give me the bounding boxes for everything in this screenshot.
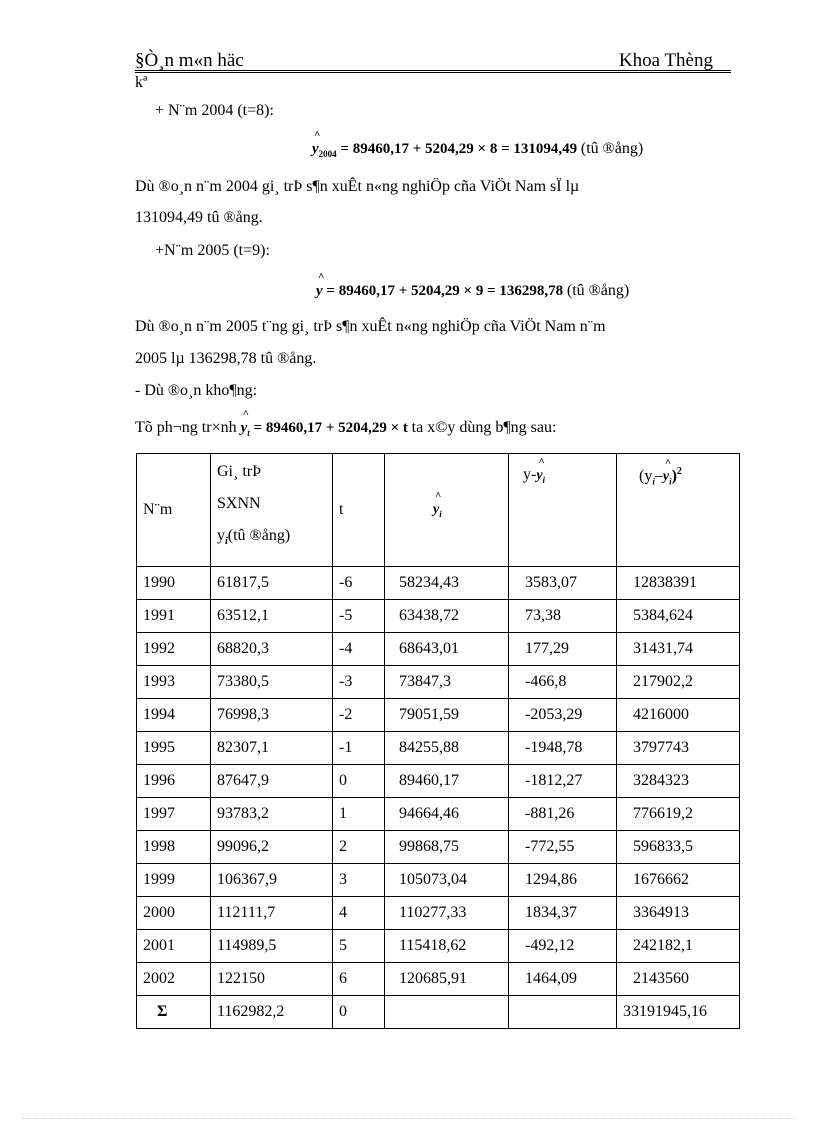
y-hat-symbol: ^ y bbox=[536, 468, 542, 484]
cell-squared: 217902,2 bbox=[617, 666, 740, 699]
table-intro-sub: t bbox=[247, 428, 250, 438]
cell-squared: 12838391 bbox=[617, 567, 740, 600]
y-hat-symbol: ^ y bbox=[312, 141, 319, 158]
cell-squared: 3364913 bbox=[617, 897, 740, 930]
cell-value: 106367,9 bbox=[211, 864, 333, 897]
header-faculty: Khoa Thèng bbox=[618, 50, 713, 71]
year-2005-text-1: Dù ®o¸n n¨m 2005 t¨ng gi¸ trÞ s¶n xuÊt n«ng nghiÖp cña ViÖt Nam n¨m bbox=[135, 318, 606, 335]
table-intro-after: ta x©y dùng b¶ng sau: bbox=[411, 419, 557, 436]
cell-year: 1998 bbox=[137, 831, 211, 864]
cell-year: 2000 bbox=[137, 897, 211, 930]
cell-squared: 31431,74 bbox=[617, 633, 740, 666]
interval-label: - Dù ®o¸n kho¶ng: bbox=[135, 382, 258, 399]
cell-value: 99096,2 bbox=[211, 831, 333, 864]
cell-t: 0 bbox=[333, 765, 385, 798]
cell-yhat: 105073,04 bbox=[385, 864, 509, 897]
cell-year: 1997 bbox=[137, 798, 211, 831]
header-t: t bbox=[333, 454, 385, 567]
cell-squared: 4216000 bbox=[617, 699, 740, 732]
total-residual bbox=[509, 996, 617, 1029]
table-row bbox=[137, 864, 740, 897]
header-y: y bbox=[217, 527, 225, 544]
cell-value: 82307,1 bbox=[211, 732, 333, 765]
table-row bbox=[137, 666, 740, 699]
cell-yhat: 68643,01 bbox=[385, 633, 509, 666]
header-unit: (tû ®ång) bbox=[227, 527, 291, 544]
header-sq-open: (y bbox=[639, 467, 653, 485]
table-row bbox=[137, 798, 740, 831]
cell-t: 5 bbox=[333, 930, 385, 963]
formula-2004-sub: 2004 bbox=[318, 149, 337, 159]
header-residual-sub: i bbox=[542, 475, 546, 486]
formula-2004 bbox=[312, 140, 643, 159]
cell-t: 6 bbox=[333, 963, 385, 996]
cell-value: 76998,3 bbox=[211, 699, 333, 732]
table-intro-before: Tõ ph¬ng tr×nh bbox=[135, 419, 237, 436]
cell-residual: 73,38 bbox=[509, 600, 617, 633]
cell-t: 2 bbox=[333, 831, 385, 864]
table-row bbox=[137, 831, 740, 864]
header-y-sub: i bbox=[225, 536, 228, 548]
cell-t: -3 bbox=[333, 666, 385, 699]
cell-squared: 1676662 bbox=[617, 864, 740, 897]
cell-value: 122150 bbox=[211, 963, 333, 996]
cell-value: 93783,2 bbox=[211, 798, 333, 831]
page-header bbox=[135, 50, 731, 73]
year-2004-label: + N¨m 2004 (t=8): bbox=[155, 102, 274, 119]
cell-residual: 177,29 bbox=[509, 633, 617, 666]
total-yhat bbox=[385, 996, 509, 1029]
table-header-row bbox=[137, 454, 740, 567]
table-intro-formula bbox=[241, 420, 412, 436]
cell-yhat: 94664,46 bbox=[385, 798, 509, 831]
cell-squared: 3797743 bbox=[617, 732, 740, 765]
cell-t: -6 bbox=[333, 567, 385, 600]
cell-year: 1994 bbox=[137, 699, 211, 732]
cell-t: 4 bbox=[333, 897, 385, 930]
header-sq-minus: – bbox=[654, 467, 663, 485]
cell-t: 3 bbox=[333, 864, 385, 897]
cell-t: 1 bbox=[333, 798, 385, 831]
cell-year: 1996 bbox=[137, 765, 211, 798]
formula-2005-unit: (tû ®ång) bbox=[566, 282, 630, 299]
cell-residual: 1464,09 bbox=[509, 963, 617, 996]
year-2005-text-2: 2005 lµ 136298,78 tû ®ång. bbox=[135, 350, 317, 367]
page-bottom-border bbox=[22, 1118, 794, 1119]
cell-value: 63512,1 bbox=[211, 600, 333, 633]
table-row bbox=[137, 930, 740, 963]
cell-year: 1990 bbox=[137, 567, 211, 600]
cell-residual: -2053,29 bbox=[509, 699, 617, 732]
header-sq-sub: i bbox=[652, 476, 655, 487]
cell-squared: 3284323 bbox=[617, 765, 740, 798]
cell-yhat: 99868,75 bbox=[385, 831, 509, 864]
cell-yhat: 58234,43 bbox=[385, 567, 509, 600]
y-hat-symbol: ^ y bbox=[663, 469, 669, 485]
cell-value: 114989,5 bbox=[211, 930, 333, 963]
cell-t: -2 bbox=[333, 699, 385, 732]
cell-residual: -492,12 bbox=[509, 930, 617, 963]
cell-value: 68820,3 bbox=[211, 633, 333, 666]
cell-t: -5 bbox=[333, 600, 385, 633]
cell-yhat: 73847,3 bbox=[385, 666, 509, 699]
cell-residual: -1812,27 bbox=[509, 765, 617, 798]
total-squared: 33191945,16 bbox=[617, 996, 740, 1029]
table-row bbox=[137, 765, 740, 798]
cell-yhat: 89460,17 bbox=[385, 765, 509, 798]
formula-2004-unit: (tû ®ång) bbox=[580, 140, 644, 157]
table-total-row bbox=[137, 996, 740, 1029]
cell-year: 1992 bbox=[137, 633, 211, 666]
year-2004-text-2: 131094,49 tû ®ång. bbox=[135, 209, 263, 226]
header-sq-close: ) bbox=[671, 467, 677, 485]
cell-residual: 1294,86 bbox=[509, 864, 617, 897]
y-hat-symbol: ^ y bbox=[433, 502, 439, 518]
table-intro bbox=[135, 419, 556, 438]
total-t: 0 bbox=[333, 996, 385, 1029]
cell-year: 1993 bbox=[137, 666, 211, 699]
formula-2005 bbox=[316, 282, 629, 300]
cell-yhat: 79051,59 bbox=[385, 699, 509, 732]
cell-value: 73380,5 bbox=[211, 666, 333, 699]
cell-yhat: 84255,88 bbox=[385, 732, 509, 765]
header-subject: §Ò¸n m«n häc bbox=[135, 50, 244, 71]
cell-residual: 1834,37 bbox=[509, 897, 617, 930]
cell-residual: 3583,07 bbox=[509, 567, 617, 600]
table-row bbox=[137, 600, 740, 633]
table-row bbox=[137, 897, 740, 930]
header-yhat bbox=[385, 454, 509, 567]
cell-year: 1999 bbox=[137, 864, 211, 897]
cell-yhat: 110277,33 bbox=[385, 897, 509, 930]
header-value-line-3 bbox=[217, 520, 332, 558]
cell-yhat: 120685,91 bbox=[385, 963, 509, 996]
header-sq-sub-2: i bbox=[669, 476, 672, 487]
y-hat-symbol: ^ y bbox=[316, 283, 323, 300]
header-yhat-sub: i bbox=[439, 509, 442, 520]
table-row bbox=[137, 732, 740, 765]
formula-2005-body: = 89460,17 + 5204,29 × 9 = 136298,78 bbox=[322, 283, 564, 299]
cell-squared: 596833,5 bbox=[617, 831, 740, 864]
table-intro-formula-body: = 89460,17 + 5204,29 × t bbox=[249, 420, 408, 436]
cell-residual: -1948,78 bbox=[509, 732, 617, 765]
header-value-line-1: Gi¸ trÞ bbox=[217, 463, 261, 480]
intro-fragment: kª bbox=[135, 74, 148, 91]
cell-value: 112111,7 bbox=[211, 897, 333, 930]
header-residual bbox=[509, 454, 617, 567]
cell-residual: -881,26 bbox=[509, 798, 617, 831]
cell-t: -1 bbox=[333, 732, 385, 765]
cell-yhat: 115418,62 bbox=[385, 930, 509, 963]
header-year: N¨m bbox=[137, 454, 211, 567]
table-row bbox=[137, 633, 740, 666]
year-2005-label: +N¨m 2005 (t=9): bbox=[155, 242, 270, 259]
year-2004-text-1: Dù ®o¸n n¨m 2004 gi¸ trÞ s¶n xuÊt n«ng nghiÖp cña ViÖt Nam sÏ lµ bbox=[135, 178, 580, 195]
forecast-table bbox=[136, 453, 740, 1029]
cell-year: 1991 bbox=[137, 600, 211, 633]
formula-2004-body: = 89460,17 + 5204,29 × 8 = 131094,49 bbox=[336, 141, 578, 157]
total-symbol: Σ bbox=[137, 996, 211, 1029]
cell-squared: 5384,624 bbox=[617, 600, 740, 633]
cell-value: 61817,5 bbox=[211, 567, 333, 600]
cell-yhat: 63438,72 bbox=[385, 600, 509, 633]
table-row bbox=[137, 567, 740, 600]
cell-year: 2002 bbox=[137, 963, 211, 996]
cell-value: 87647,9 bbox=[211, 765, 333, 798]
total-value: 1162982,2 bbox=[211, 996, 333, 1029]
cell-residual: -466,8 bbox=[509, 666, 617, 699]
table-row bbox=[137, 963, 740, 996]
cell-squared: 2143560 bbox=[617, 963, 740, 996]
y-hat-symbol: ^ y bbox=[241, 420, 248, 437]
cell-squared: 776619,2 bbox=[617, 798, 740, 831]
header-value-line-2: SXNN bbox=[217, 495, 261, 512]
cell-squared: 242182,1 bbox=[617, 930, 740, 963]
header-value bbox=[211, 454, 333, 567]
cell-year: 1995 bbox=[137, 732, 211, 765]
cell-year: 2001 bbox=[137, 930, 211, 963]
header-squared bbox=[617, 454, 740, 567]
cell-residual: -772,55 bbox=[509, 831, 617, 864]
header-sq-exp: 2 bbox=[676, 466, 682, 477]
cell-t: -4 bbox=[333, 633, 385, 666]
table-row bbox=[137, 699, 740, 732]
header-residual-y: y- bbox=[523, 466, 537, 483]
